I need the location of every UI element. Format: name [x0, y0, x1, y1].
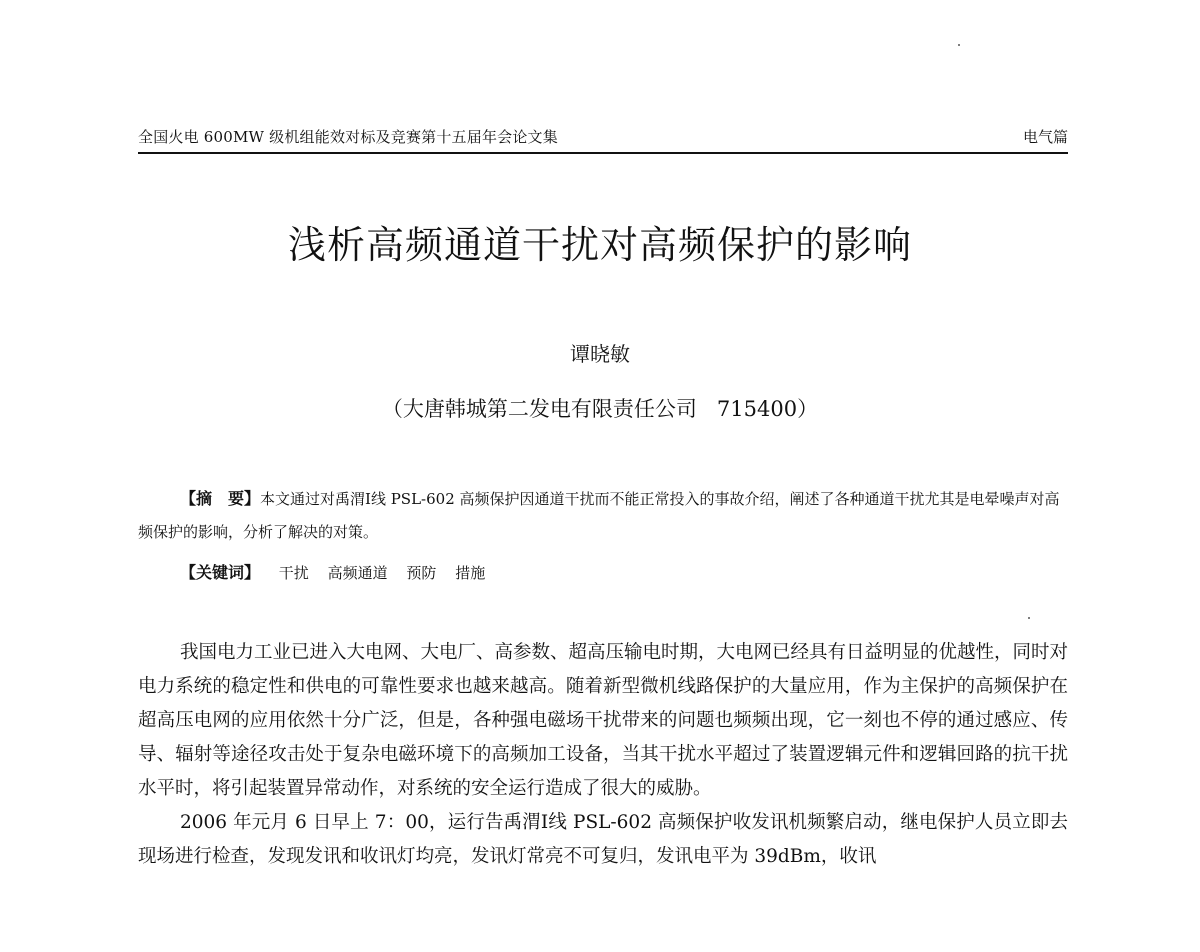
affiliation-close-paren: ） — [797, 397, 819, 421]
keyword-item: 高频通道 — [327, 564, 388, 582]
author-affiliation — [0, 393, 1200, 423]
header-section-name: 电气篇 — [1022, 128, 1068, 146]
affiliation-postcode: 715400 — [716, 397, 798, 421]
keywords-label: 【关键词】 — [180, 563, 261, 582]
scan-speck — [1028, 617, 1030, 619]
paper-title: 浅析高频通道干扰对高频保护的影响 — [287, 223, 912, 267]
abstract-text: 本文通过对禹渭Ⅰ线 PSL-602 高频保护因通道干扰而不能正常投入的事故介绍，阐述了各种通道干扰尤其是电晕噪声对高频保护的影响，分析了解决的对策。 — [138, 490, 1060, 541]
keyword-item: 干扰 — [278, 564, 309, 582]
body-text — [138, 636, 1068, 874]
keywords — [180, 560, 485, 583]
running-header — [138, 126, 1068, 154]
keyword-item: 预防 — [406, 564, 437, 582]
body-paragraph: 2006 年元月 6 日早上 7：00，运行告禹渭Ⅰ线 PSL-602 高频保护收发讯机频繁启动，继电保护人员立即去现场进行检查，发现发讯和收讯灯均亮，发讯灯常亮不可复归，发讯电平为 39dBm，收讯 — [138, 812, 1068, 867]
abstract-label: 【摘 要】 — [180, 489, 261, 508]
body-paragraph: 我国电力工业已进入大电网、大电厂、高参数、超高压输电时期，大电网已经具有日益明显的优越性，同时对电力系统的稳定性和供电的可靠性要求也越来越高。随着新型微机线路保护的大量应用，作为主保护的高频保护在超高压电网的应用依然十分广泛，但是，各种强电磁场干扰带来的问题也频频出现，它一刻也不停的通过感应、传导、辐射等途径攻击处于复杂电磁环境下的高频加工设备，当其干扰水平超过了装置逻辑元件和逻辑回路的抗干扰水平时，将引起装置异常动作，对系统的安全运行造成了很大的威胁。 — [138, 642, 1069, 799]
header-proceedings-title: 全国火电 600MW 级机组能效对标及竞赛第十五届年会论文集 — [138, 128, 558, 146]
abstract — [138, 482, 1068, 549]
affiliation-open-paren: （ — [381, 397, 403, 421]
author-name: 谭晓敏 — [570, 342, 630, 366]
keyword-item: 措施 — [455, 564, 486, 582]
affiliation-org: 大唐韩城第二发电有限责任公司 — [402, 397, 697, 421]
scan-speck — [958, 44, 960, 46]
